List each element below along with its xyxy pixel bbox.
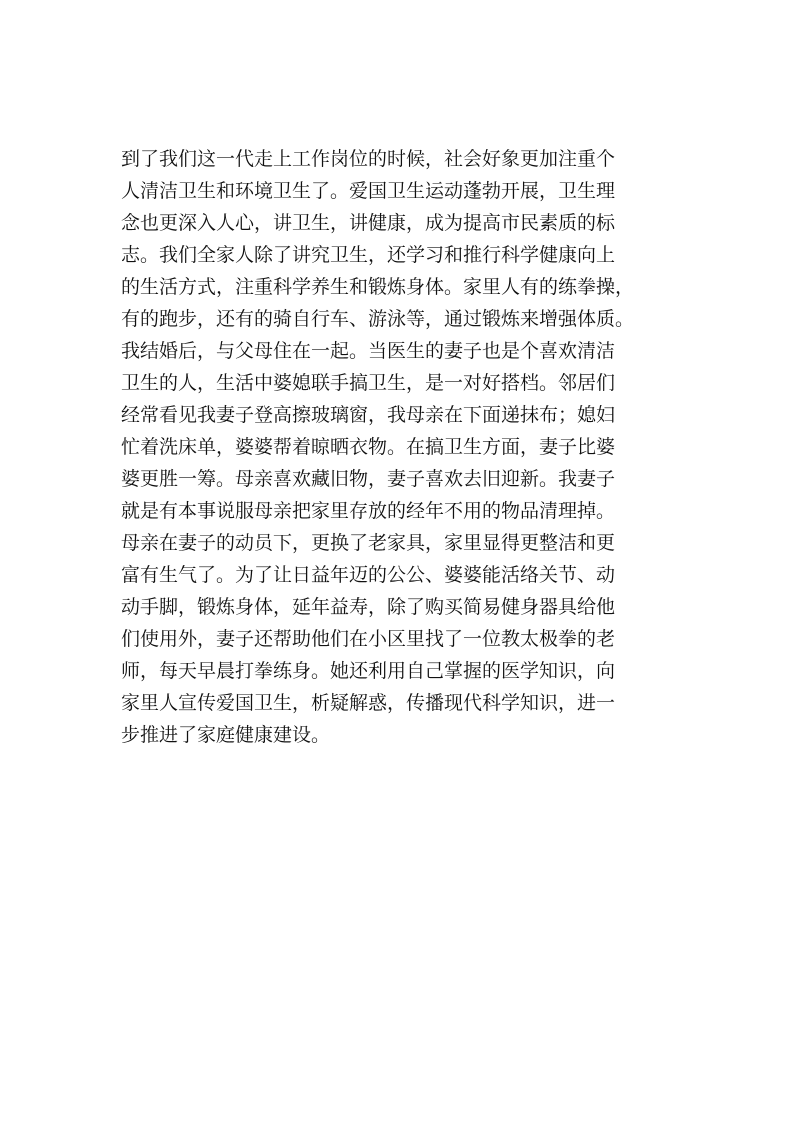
text-line: 有的跑步，还有的骑自行车、游泳等，通过锻炼来增强体质。 (121, 308, 635, 330)
text-line: 的生活方式，注重科学养生和锻炼身体。家里人有的练拳操， (121, 276, 635, 298)
text-line: 忙着洗床单，婆婆帮着晾晒衣物。在搞卫生方面，妻子比婆 (121, 436, 616, 458)
text-line: 母亲在妻子的动员下，更换了老家具，家里显得更整洁和更 (121, 532, 616, 554)
text-line: 我结婚后，与父母住在一起。当医生的妻子也是个喜欢清洁 (121, 340, 616, 362)
text-line: 们使用外，妻子还帮助他们在小区里找了一位教太极拳的老 (121, 628, 616, 650)
text-line: 到了我们这一代走上工作岗位的时候，社会好象更加注重个 (121, 148, 616, 170)
text-line: 就是有本事说服母亲把家里存放的经年不用的物品清理掉。 (121, 500, 616, 522)
text-line: 动手脚，锻炼身体，延年益寿，除了购买简易健身器具给他 (121, 596, 616, 618)
body-paragraph (121, 143, 696, 751)
text-line: 志。我们全家人除了讲究卫生，还学习和推行科学健康向上 (121, 244, 616, 266)
text-line: 师，每天早晨打拳练身。她还利用自己掌握的医学知识，向 (121, 660, 616, 682)
text-line: 人清洁卫生和环境卫生了。爱国卫生运动蓬勃开展，卫生理 (121, 180, 616, 202)
text-line: 卫生的人，生活中婆媳联手搞卫生，是一对好搭档。邻居们 (121, 372, 616, 394)
text-line: 家里人宣传爱国卫生，析疑解惑，传播现代科学知识，进一 (121, 692, 616, 714)
text-line: 念也更深入人心，讲卫生，讲健康，成为提高市民素质的标 (121, 212, 616, 234)
text-line: 婆更胜一筹。母亲喜欢藏旧物，妻子喜欢去旧迎新。我妻子 (121, 468, 616, 490)
text-line: 步推进了家庭健康建设。 (121, 724, 331, 746)
text-line: 富有生气了。为了让日益年迈的公公、婆婆能活络关节、动 (121, 564, 616, 586)
text-line: 经常看见我妻子登高擦玻璃窗，我母亲在下面递抹布；媳妇 (121, 404, 616, 426)
